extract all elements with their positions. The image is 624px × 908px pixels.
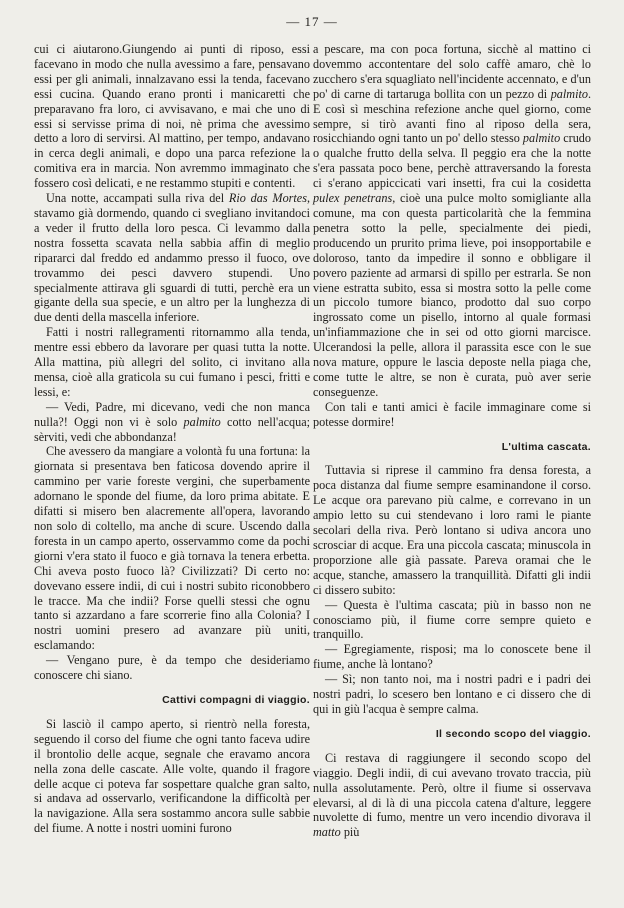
section-heading: Il secondo scopo del viaggio. xyxy=(435,727,591,740)
paragraph: — Egregiamente, risposi; ma lo conoscete bene il fiume, anche là lontano? xyxy=(313,642,591,672)
paragraph: cui ci aiutarono.Giungendo ai punti di riposo, essi facevano in modo che nulla avessimo a fare, pensavano essi per gli animali, innalzavano essi la tenda, facevano essi cucina. Quando erano pronti i manicaretti che preparavano fra loro, ci avvisavano, e mai che uno di essi si servisse prima di noi, nè prima che avessimo detto a loro di servirsi. Al mattino, per tempo, andavano in cerca degli animali, e dopo una parca refezione la comitiva era in marcia. Non avremmo immaginato che fossero così delicati, e ne restammo stupiti e contenti. xyxy=(34,42,310,191)
italic-term: palmito xyxy=(183,414,221,429)
paragraph: — Questa è l'ultima cascata; più in basso non ne conosciamo più, il fiume corre sempre quieto e tranquillo. xyxy=(313,597,591,642)
paragraph: a pescare, ma con poca fortuna, sicchè al mattino ci dovemmo accontentare del solo caffè amaro, chè lo zucchero s'era squagliato nell'incidente accennato, e d'un po' di carne di tartaruga bollita con un pezzo di palmito. E così sì meschina refezione anche quel giorno, come sempre, si tirò avanti fino al riposo della sera, rosicchiando ogni tanto un po' dello stesso palmito crudo o qualche frutto della selva. Il peggio era che la notte s'era passata poco bene, perchè attraversando la foresta ci s'erano appiccicati vari insetti, fra cui la cosidetta pulex penetrans, cioè una pulce molto somigliante alla comune, ma con questa particolarità che la femmina penetra sotto la pelle, specialmente dei piedi, producendo un prurito prima lieve, poi insopportabile e doloroso, tanto da impedire il sonno e obbligare il povero paziente ad armarsi di spillo per estrarla. Se non viene estratta subito, essa si mostra sotto la pelle come un piccolo tumore bianco, prodotto dal suo corpo ingrossato come un pisello, intorno al quale formasi un'infiammazione che in sei od otto giorni marcisce. Ulcerandosi la pelle, allora il parassita esce con le sue nova mature, oppure le lascia deposte nella piaga che, come tutte le altre, se non è curata, può aver serie conseguenze. xyxy=(313,42,591,399)
section-heading: Cattivi compagni di viaggio. xyxy=(162,693,310,706)
paragraph: Si lasciò il campo aperto, si rientrò nella foresta, seguendo il corso del fiume che ogni tanto faceva udire il brontolio delle acque, segnale che eravamo ancora nella zona delle cascate. Alle volte, quando il fragore delle acque ci poteva far sospettare qualche gran salto, si andava ad osservarlo, verificandone la difficoltà per la navigazione. Alla sera sostammo ancora sulle sabbie del fiume. A notte i nostri uomini furono xyxy=(34,716,310,836)
paragraph: — Vengano pure, è da tempo che desideriamo conoscere chi siano. xyxy=(34,653,310,683)
italic-term: matto xyxy=(313,825,341,840)
paragraph: Una notte, accampati sulla riva del Rio das Mortes, stavamo già dormendo, quando ci svegliano invitandoci a veder il frutto della loro pesca. Ci levammo dalla nostra fossetta scavata nella sabbia affin di meglio ripararci dal freddo ed andammo presso il fuoco, ove trovammo dei pesci davvero stupendi. Uno specialmente attirava gli sguardi di tutti, perchè era un gigante della sua specie, e un altro per la lunghezza di due denti della mascella inferiore. xyxy=(34,191,310,325)
paragraph: Ci restava di raggiungere il secondo scopo del viaggio. Degli indii, di cui avevano trovato traccia, più nulla assolutamente. Però, oltre il fiume si osservava elevarsi, al di là di una piccola catena d'alture, leggere nuvolette di fumo, mentre un vero incendio divorava il matto più xyxy=(313,750,591,840)
page-number: — 17 — xyxy=(286,14,338,29)
paragraph: — Vedi, Padre, mi dicevano, vedi che non manca nulla?! Oggi non vi è solo palmito cotto nell'acqua; sèrviti, vedi che abbondanza! xyxy=(34,399,310,444)
italic-term: palmito xyxy=(522,131,561,146)
paragraph: Con tali e tanti amici è facile immaginare come si potesse dormire! xyxy=(313,399,591,429)
river-name: Rio das Mortes xyxy=(228,191,307,206)
italic-term: palmito xyxy=(550,86,588,101)
section-heading: L'ultima cascata. xyxy=(501,440,591,453)
paragraph: Fatti i nostri rallegramenti ritornammo alla tenda, mentre essi ebbero da lavorare per quasi tutta la notte. Alla mattina, più allegri del solito, ci invitano alla mensa, cioè alla graticola su cui fumano i pesci, fritti e lessi, e: xyxy=(34,325,310,399)
paragraph: Tuttavia si riprese il cammino fra densa foresta, a poca distanza dal fiume sempre esaminandone il corso. Le acque ora parevano più calme, e correvano in un ampio letto su cui stendevano i loro rami le piante secolari della riva. Però lontano si udiva ancora uno scrosciar di acque. Era una piccola cascata; minuscola in proporzione alle già passate. Pareva oramai che le acque, stanche, amassero la tranquillità. Difatti gli indii ci dissero subito: xyxy=(313,463,591,597)
paragraph: Che avessero da mangiare a volontà fu una fortuna: la giornata si presentava ben faticosa dovendo aprire il cammino per varie foreste vergini, che superbamente adornano le sponde del fiume, da loro prima abitate. E difatti si misero ben alacremente all'opera, lavorando non solo di coltello, ma anche di scure. Uscendo dalla foresta in un campo aperto, osservammo come da pochi giorni v'era stato il fuoco e già tornava la tenera erbetta. Chi aveva posto fuoco là? Civilizzati? Di certo no: dovevano essere indii, di cui i nostri subito riconobbero le tracce. Ma che indii? Forse quelli stessi che ognu tanto si azzardano a fare scorrerie fino alla Colonia? I nostri uomini presero ad avanzare più uniti, esclamando: xyxy=(34,444,310,653)
paragraph: — Sì; non tanto noi, ma i nostri padri e i padri dei nostri padri, lo scesero ben lontano e ci dissero che di qui in giù l'acqua è sempre calma. xyxy=(313,672,591,716)
italic-term: pulex penetrans xyxy=(313,191,393,206)
left-column xyxy=(34,42,310,836)
right-column xyxy=(313,42,591,840)
